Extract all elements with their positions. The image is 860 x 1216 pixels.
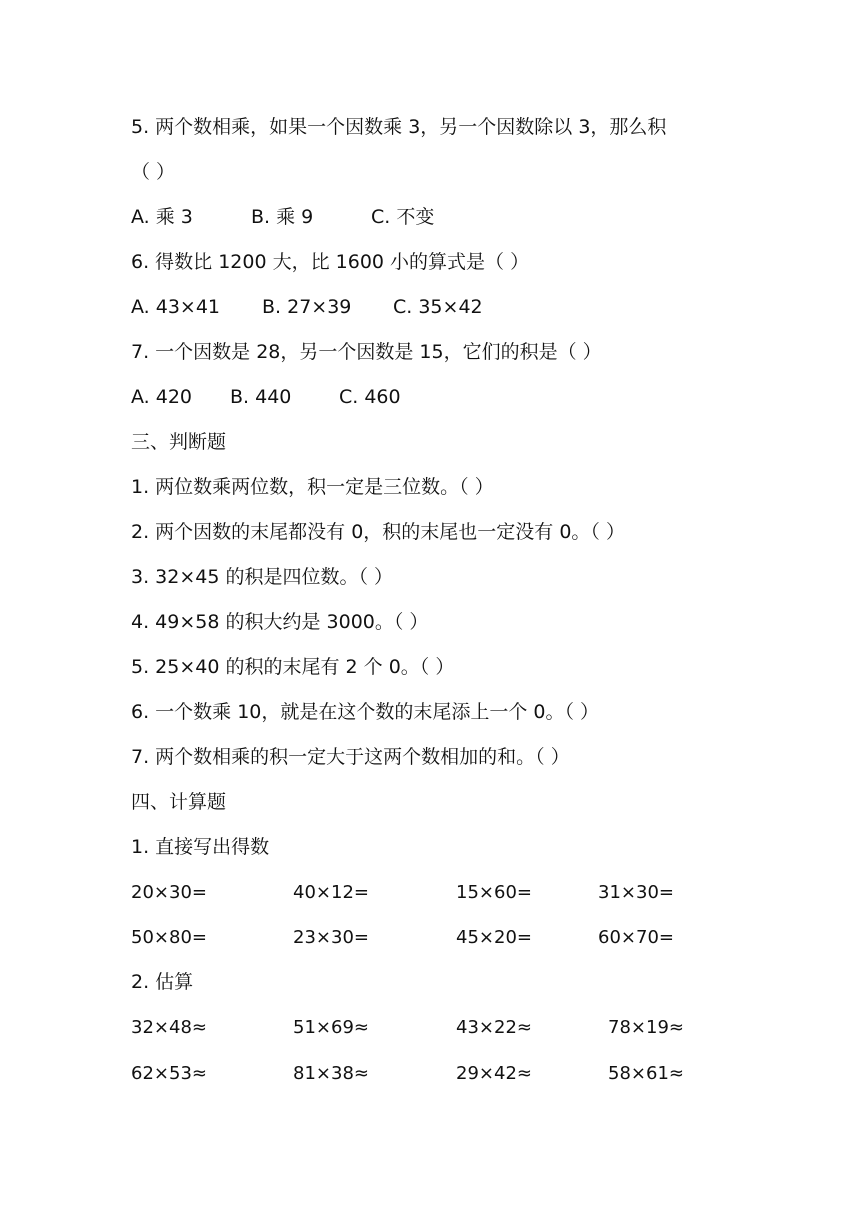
question-6-option-b: B. 27×39: [262, 296, 352, 318]
judgement-item-3: 3. 32×45 的积是四位数。（ ）: [131, 566, 394, 588]
question-7-option-a: A. 420: [131, 386, 193, 408]
direct-calc-r2-c2: 23×30=: [293, 927, 369, 948]
direct-calc-title: 1. 直接写出得数: [131, 836, 270, 858]
question-6-option-a: A. 43×41: [131, 296, 221, 318]
question-6-option-c: C. 35×42: [393, 296, 483, 318]
estimate-r1-c4: 78×19≈: [608, 1017, 684, 1038]
question-7-option-b: B. 440: [230, 386, 292, 408]
section-3-title: 三、判断题: [131, 431, 227, 453]
estimate-r1-c2: 51×69≈: [293, 1017, 369, 1038]
judgement-item-5: 5. 25×40 的积的末尾有 2 个 0。（ ）: [131, 656, 455, 678]
estimate-r1-c1: 32×48≈: [131, 1017, 207, 1038]
estimate-r2-c4: 58×61≈: [608, 1063, 684, 1084]
judgement-item-7: 7. 两个数相乘的积一定大于这两个数相加的和。（ ）: [131, 746, 570, 768]
judgement-item-2: 2. 两个因数的末尾都没有 0，积的末尾也一定没有 0。（ ）: [131, 521, 625, 543]
judgement-item-6: 6. 一个数乘 10，就是在这个数的末尾添上一个 0。（ ）: [131, 701, 600, 723]
question-5-option-c: C. 不变: [371, 206, 435, 228]
direct-calc-r1-c2: 40×12=: [293, 882, 369, 903]
question-5-blank: （ ）: [131, 161, 176, 183]
judgement-item-4: 4. 49×58 的积大约是 3000。（ ）: [131, 611, 429, 633]
question-5-option-b: B. 乘 9: [251, 206, 314, 228]
question-5-stem: 5. 两个数相乘，如果一个因数乘 3，另一个因数除以 3，那么积: [131, 116, 667, 138]
direct-calc-r1-c3: 15×60=: [456, 882, 532, 903]
question-7-option-c: C. 460: [339, 386, 401, 408]
direct-calc-r1-c4: 31×30=: [598, 882, 674, 903]
direct-calc-r2-c3: 45×20=: [456, 927, 532, 948]
question-5-option-a: A. 乘 3: [131, 206, 193, 228]
estimate-r1-c3: 43×22≈: [456, 1017, 532, 1038]
direct-calc-r2-c1: 50×80=: [131, 927, 207, 948]
question-6-stem: 6. 得数比 1200 大，比 1600 小的算式是（ ）: [131, 251, 530, 273]
estimate-r2-c3: 29×42≈: [456, 1063, 532, 1084]
direct-calc-r1-c1: 20×30=: [131, 882, 207, 903]
estimate-r2-c1: 62×53≈: [131, 1063, 207, 1084]
estimate-title: 2. 估算: [131, 971, 194, 993]
section-4-title: 四、计算题: [131, 791, 227, 813]
judgement-item-1: 1. 两位数乘两位数，积一定是三位数。（ ）: [131, 476, 494, 498]
estimate-r2-c2: 81×38≈: [293, 1063, 369, 1084]
direct-calc-r2-c4: 60×70=: [598, 927, 674, 948]
question-7-stem: 7. 一个因数是 28，另一个因数是 15，它们的积是（ ）: [131, 341, 602, 363]
